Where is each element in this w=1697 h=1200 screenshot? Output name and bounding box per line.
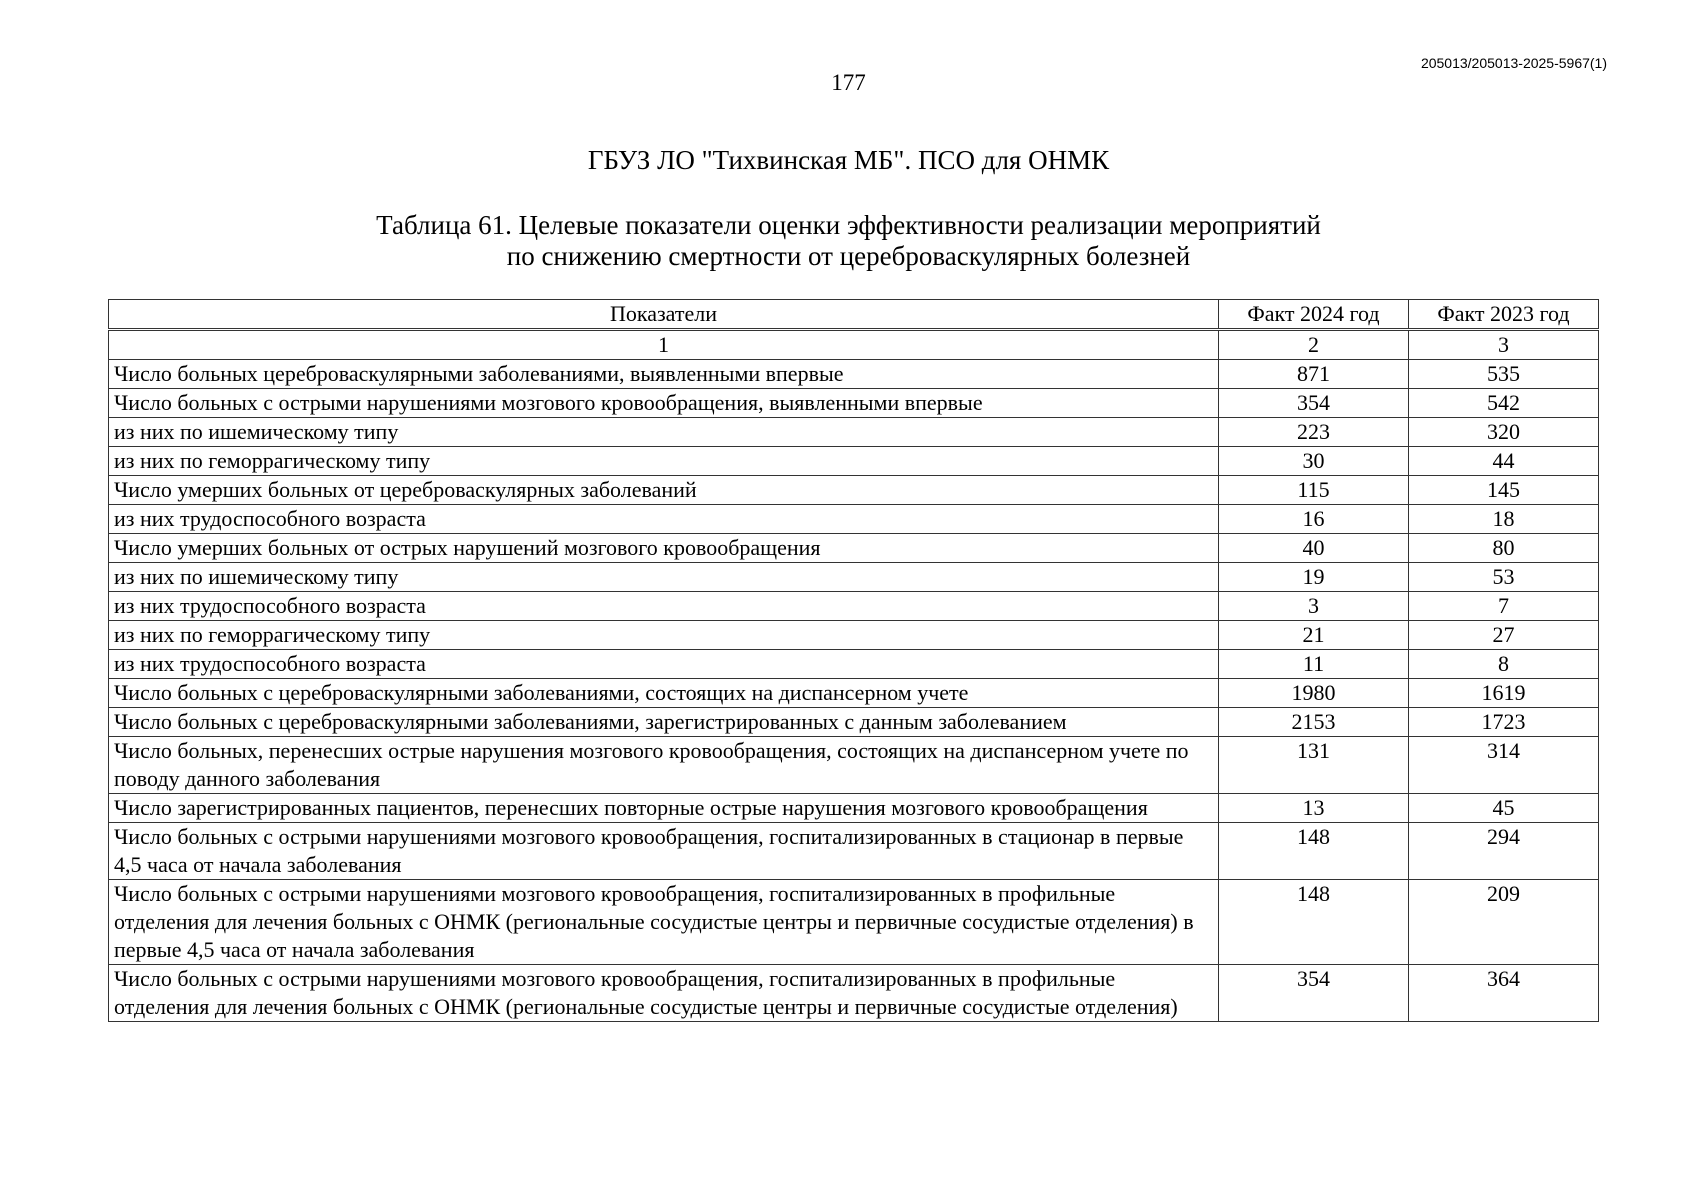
row-label: из них по ишемическому типу bbox=[109, 418, 1219, 447]
value-2023: 53 bbox=[1409, 563, 1599, 592]
column-number-row bbox=[109, 330, 1599, 360]
table-row bbox=[109, 737, 1599, 794]
table-row bbox=[109, 534, 1599, 563]
row-label: из них по ишемическому типу bbox=[109, 563, 1219, 592]
table-row bbox=[109, 794, 1599, 823]
indicators-table bbox=[108, 299, 1599, 1022]
value-2024: 223 bbox=[1219, 418, 1409, 447]
table-header-row bbox=[109, 300, 1599, 330]
row-label: Число зарегистрированных пациентов, перенесших повторные острые нарушения мозгового кровообращения bbox=[109, 794, 1219, 823]
value-2024: 354 bbox=[1219, 389, 1409, 418]
value-2024: 1980 bbox=[1219, 679, 1409, 708]
value-2024: 131 bbox=[1219, 737, 1409, 794]
row-label: Число умерших больных от цереброваскулярных заболеваний bbox=[109, 476, 1219, 505]
column-header-2024: Факт 2024 год bbox=[1219, 300, 1409, 330]
value-2024: 871 bbox=[1219, 360, 1409, 389]
value-2024: 11 bbox=[1219, 650, 1409, 679]
organization-title: ГБУЗ ЛО "Тихвинская МБ". ПСО для ОНМК bbox=[587, 145, 1110, 175]
value-2024: 2153 bbox=[1219, 708, 1409, 737]
table-row bbox=[109, 563, 1599, 592]
value-2023: 27 bbox=[1409, 621, 1599, 650]
page-number: 177 bbox=[831, 70, 866, 95]
value-2024: 16 bbox=[1219, 505, 1409, 534]
value-2023: 314 bbox=[1409, 737, 1599, 794]
value-2024: 148 bbox=[1219, 823, 1409, 880]
table-row bbox=[109, 621, 1599, 650]
row-label: Число больных с острыми нарушениями мозгового кровообращения, выявленными впервые bbox=[109, 389, 1219, 418]
value-2024: 40 bbox=[1219, 534, 1409, 563]
table-caption-line-1: Таблица 61. Целевые показатели оценки эффективности реализации мероприятий bbox=[376, 210, 1321, 240]
table-row bbox=[109, 650, 1599, 679]
column-header-indicators: Показатели bbox=[109, 300, 1219, 330]
value-2024: 3 bbox=[1219, 592, 1409, 621]
value-2023: 535 bbox=[1409, 360, 1599, 389]
table-caption bbox=[0, 210, 1697, 272]
column-header-2023: Факт 2023 год bbox=[1409, 300, 1599, 330]
column-number-3: 3 bbox=[1409, 330, 1599, 360]
row-label: Число больных с цереброваскулярными заболеваниями, состоящих на диспансерном учете bbox=[109, 679, 1219, 708]
value-2023: 294 bbox=[1409, 823, 1599, 880]
value-2023: 145 bbox=[1409, 476, 1599, 505]
row-label: Число умерших больных от острых нарушений мозгового кровообращения bbox=[109, 534, 1219, 563]
value-2023: 364 bbox=[1409, 965, 1599, 1022]
row-label: Число больных, перенесших острые нарушения мозгового кровообращения, состоящих на диспансерном учете по поводу данного заболевания bbox=[109, 737, 1219, 794]
value-2023: 209 bbox=[1409, 880, 1599, 965]
table-row bbox=[109, 476, 1599, 505]
value-2023: 1723 bbox=[1409, 708, 1599, 737]
value-2023: 80 bbox=[1409, 534, 1599, 563]
value-2023: 7 bbox=[1409, 592, 1599, 621]
document-id: 205013/205013-2025-5967(1) bbox=[1420, 55, 1607, 71]
value-2023: 8 bbox=[1409, 650, 1599, 679]
value-2023: 542 bbox=[1409, 389, 1599, 418]
table-row bbox=[109, 592, 1599, 621]
value-2023: 45 bbox=[1409, 794, 1599, 823]
table-row bbox=[109, 965, 1599, 1022]
value-2023: 1619 bbox=[1409, 679, 1599, 708]
table-caption-line-2: по снижению смертности от цереброваскулярных болезней bbox=[506, 241, 1191, 271]
value-2024: 19 bbox=[1219, 563, 1409, 592]
row-label: Число больных с острыми нарушениями мозгового кровообращения, госпитализированных в профильные отделения для лечения больных с ОНМК (региональные сосудистые центры и первичные сосудистые отделения) bbox=[109, 965, 1219, 1022]
table-row bbox=[109, 880, 1599, 965]
value-2024: 21 bbox=[1219, 621, 1409, 650]
value-2023: 320 bbox=[1409, 418, 1599, 447]
row-label: Число больных с цереброваскулярными заболеваниями, зарегистрированных с данным заболеванием bbox=[109, 708, 1219, 737]
table-row bbox=[109, 447, 1599, 476]
row-label: из них трудоспособного возраста bbox=[109, 505, 1219, 534]
row-label: Число больных с острыми нарушениями мозгового кровообращения, госпитализированных в стационар в первые 4,5 часа от начала заболевания bbox=[109, 823, 1219, 880]
row-label: из них трудоспособного возраста bbox=[109, 650, 1219, 679]
column-number-2: 2 bbox=[1219, 330, 1409, 360]
row-label: из них по геморрагическому типу bbox=[109, 621, 1219, 650]
value-2023: 44 bbox=[1409, 447, 1599, 476]
table-row bbox=[109, 505, 1599, 534]
table-row bbox=[109, 679, 1599, 708]
value-2024: 13 bbox=[1219, 794, 1409, 823]
table-row bbox=[109, 708, 1599, 737]
value-2024: 115 bbox=[1219, 476, 1409, 505]
value-2024: 30 bbox=[1219, 447, 1409, 476]
table-row bbox=[109, 823, 1599, 880]
value-2024: 354 bbox=[1219, 965, 1409, 1022]
table-row bbox=[109, 389, 1599, 418]
table-row bbox=[109, 418, 1599, 447]
row-label: Число больных с острыми нарушениями мозгового кровообращения, госпитализированных в профильные отделения для лечения больных с ОНМК (региональные сосудистые центры и первичные сосудистые отделения) в первые 4,5 часа от начала заболевания bbox=[109, 880, 1219, 965]
value-2024: 148 bbox=[1219, 880, 1409, 965]
table-row bbox=[109, 360, 1599, 389]
row-label: из них трудоспособного возраста bbox=[109, 592, 1219, 621]
column-number-1: 1 bbox=[109, 330, 1219, 360]
row-label: из них по геморрагическому типу bbox=[109, 447, 1219, 476]
value-2023: 18 bbox=[1409, 505, 1599, 534]
row-label: Число больных цереброваскулярными заболеваниями, выявленными впервые bbox=[109, 360, 1219, 389]
